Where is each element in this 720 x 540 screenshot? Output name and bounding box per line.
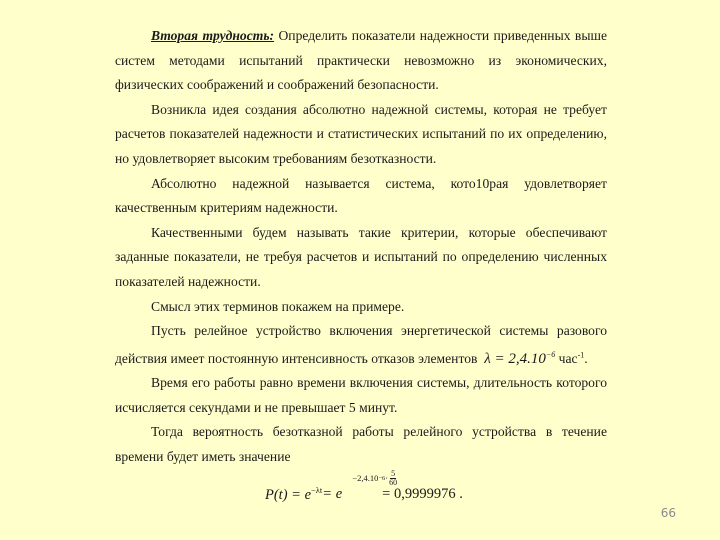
formula-rhs: = 0,9999976 . — [382, 485, 463, 502]
lambda-unit: час — [555, 351, 578, 367]
formula-lhs-block — [265, 485, 322, 504]
document-body — [115, 24, 607, 470]
formula-exp2-base: −2,4.10 — [352, 473, 379, 483]
paragraph-4: Качественными будем называть такие критерии, которые обеспечивают заданные показатели, не требуя расчетов и испытаний по определению численных показателей надежности. — [115, 224, 607, 289]
paragraph-3: Абсолютно надежной называется система, кото10рая удовлетворяет качественным критериям надежности. — [115, 175, 607, 216]
formula-eq2: = e — [322, 485, 343, 502]
reliability-formula — [265, 468, 463, 514]
lambda-unit-exponent: -1 — [577, 350, 585, 360]
paragraph-8: Тогда вероятность безотказной работы релейного устройства в течение времени будет иметь значение — [115, 424, 607, 464]
paragraph-6-text: Пусть релейное устройство включения энергетической системы разового действия имеет постоянную интенсивность отказов элементов — [115, 323, 607, 367]
paragraph-7: Время его работы равно времени включения системы, длительность которого исчисляется секундами и не превышает 5 минут. — [115, 375, 607, 415]
formula-middle-block — [322, 468, 398, 503]
formula-lhs: P(t) = e — [265, 486, 312, 503]
paragraph-2: Возникла идея создания абсолютно надежной системы, которая не требует расчетов показателей надежности и статистических испытаний по их определению, но удовлетворяет высоким требованиям безотказности. — [115, 101, 607, 166]
fraction-numerator: 5 — [391, 468, 396, 478]
paragraph-6 — [115, 319, 607, 371]
formula-exp1: −λt — [311, 484, 323, 495]
formula-exp2-power: −6 — [378, 474, 386, 482]
paragraph-1-text: Определить показатели надежности приведенных выше систем методами испытаний практически невозможно из экономических, физических соображений и соображений безопасности. — [115, 28, 607, 93]
page-number: 66 — [660, 506, 676, 520]
lambda-value — [484, 351, 555, 367]
lambda-base: λ = 2,4.10 — [484, 351, 546, 368]
lambda-exponent: −6 — [545, 350, 556, 360]
formula-exp2-dot: · — [385, 473, 389, 483]
paragraph-1 — [115, 24, 607, 98]
formula-exp2 — [352, 470, 397, 487]
formula-fraction — [389, 470, 397, 487]
fraction-denominator: 60 — [389, 477, 398, 487]
lead-label: Вторая трудность: — [151, 28, 275, 43]
paragraph-5: Смысл этих терминов покажем на примере. — [151, 298, 405, 314]
paragraph-6-end: . — [584, 351, 588, 367]
